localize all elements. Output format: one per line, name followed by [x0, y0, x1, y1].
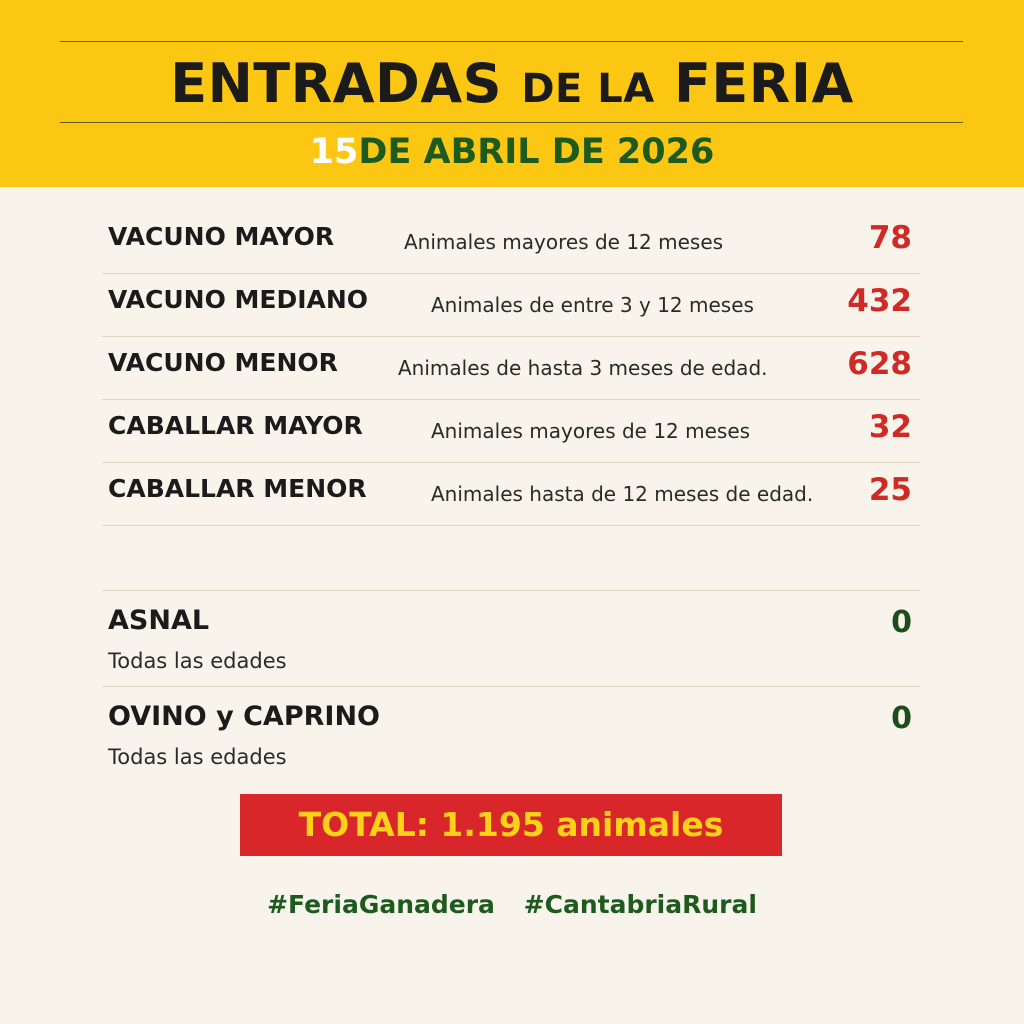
- other-row: [102, 591, 920, 687]
- event-date: [0, 130, 1024, 174]
- other-count: 0: [891, 701, 912, 736]
- hashtags: [0, 890, 1024, 919]
- category-count: 628: [847, 346, 912, 382]
- category-row: [102, 273, 920, 337]
- category-row: [102, 399, 920, 463]
- category-count: 32: [868, 409, 912, 445]
- category-count: 25: [868, 472, 912, 508]
- title-word-de-la: DE LA: [521, 66, 655, 112]
- category-count: 432: [847, 283, 912, 319]
- other-row: [102, 687, 920, 783]
- date-month-year: DE ABRIL DE 2026: [358, 132, 715, 172]
- title-word-entradas: ENTRADAS: [170, 52, 502, 115]
- date-day: 15: [309, 132, 359, 172]
- top-divider: [60, 41, 963, 42]
- category-name: VACUNO MEDIANO: [108, 285, 369, 314]
- hashtag[interactable]: #FeriaGanadera: [267, 890, 495, 919]
- category-count: 78: [868, 220, 912, 256]
- category-description: Animales mayores de 12 meses: [404, 230, 724, 254]
- category-name: VACUNO MENOR: [108, 348, 338, 377]
- category-name: CABALLAR MENOR: [108, 474, 367, 503]
- page-title: [0, 52, 1024, 121]
- category-row: [102, 210, 920, 274]
- other-name: OVINO y CAPRINO: [108, 701, 381, 732]
- other-name: ASNAL: [108, 605, 210, 636]
- category-description: Animales de hasta 3 meses de edad.: [398, 356, 768, 380]
- category-description: Animales de entre 3 y 12 meses: [431, 293, 754, 317]
- other-count: 0: [891, 605, 912, 640]
- header-banner: [0, 0, 1024, 187]
- category-description: Animales hasta de 12 meses de edad.: [431, 482, 814, 506]
- category-name: VACUNO MAYOR: [108, 222, 335, 251]
- bottom-divider: [60, 122, 963, 123]
- category-row: [102, 336, 920, 400]
- title-word-feria: FERIA: [674, 52, 854, 115]
- total-banner: TOTAL: 1.195 animales: [240, 794, 782, 856]
- other-description: Todas las edades: [108, 745, 287, 769]
- category-row: [102, 462, 920, 526]
- hashtag[interactable]: #CantabriaRural: [523, 890, 757, 919]
- other-description: Todas las edades: [108, 649, 287, 673]
- category-name: CABALLAR MAYOR: [108, 411, 363, 440]
- category-description: Animales mayores de 12 meses: [431, 419, 751, 443]
